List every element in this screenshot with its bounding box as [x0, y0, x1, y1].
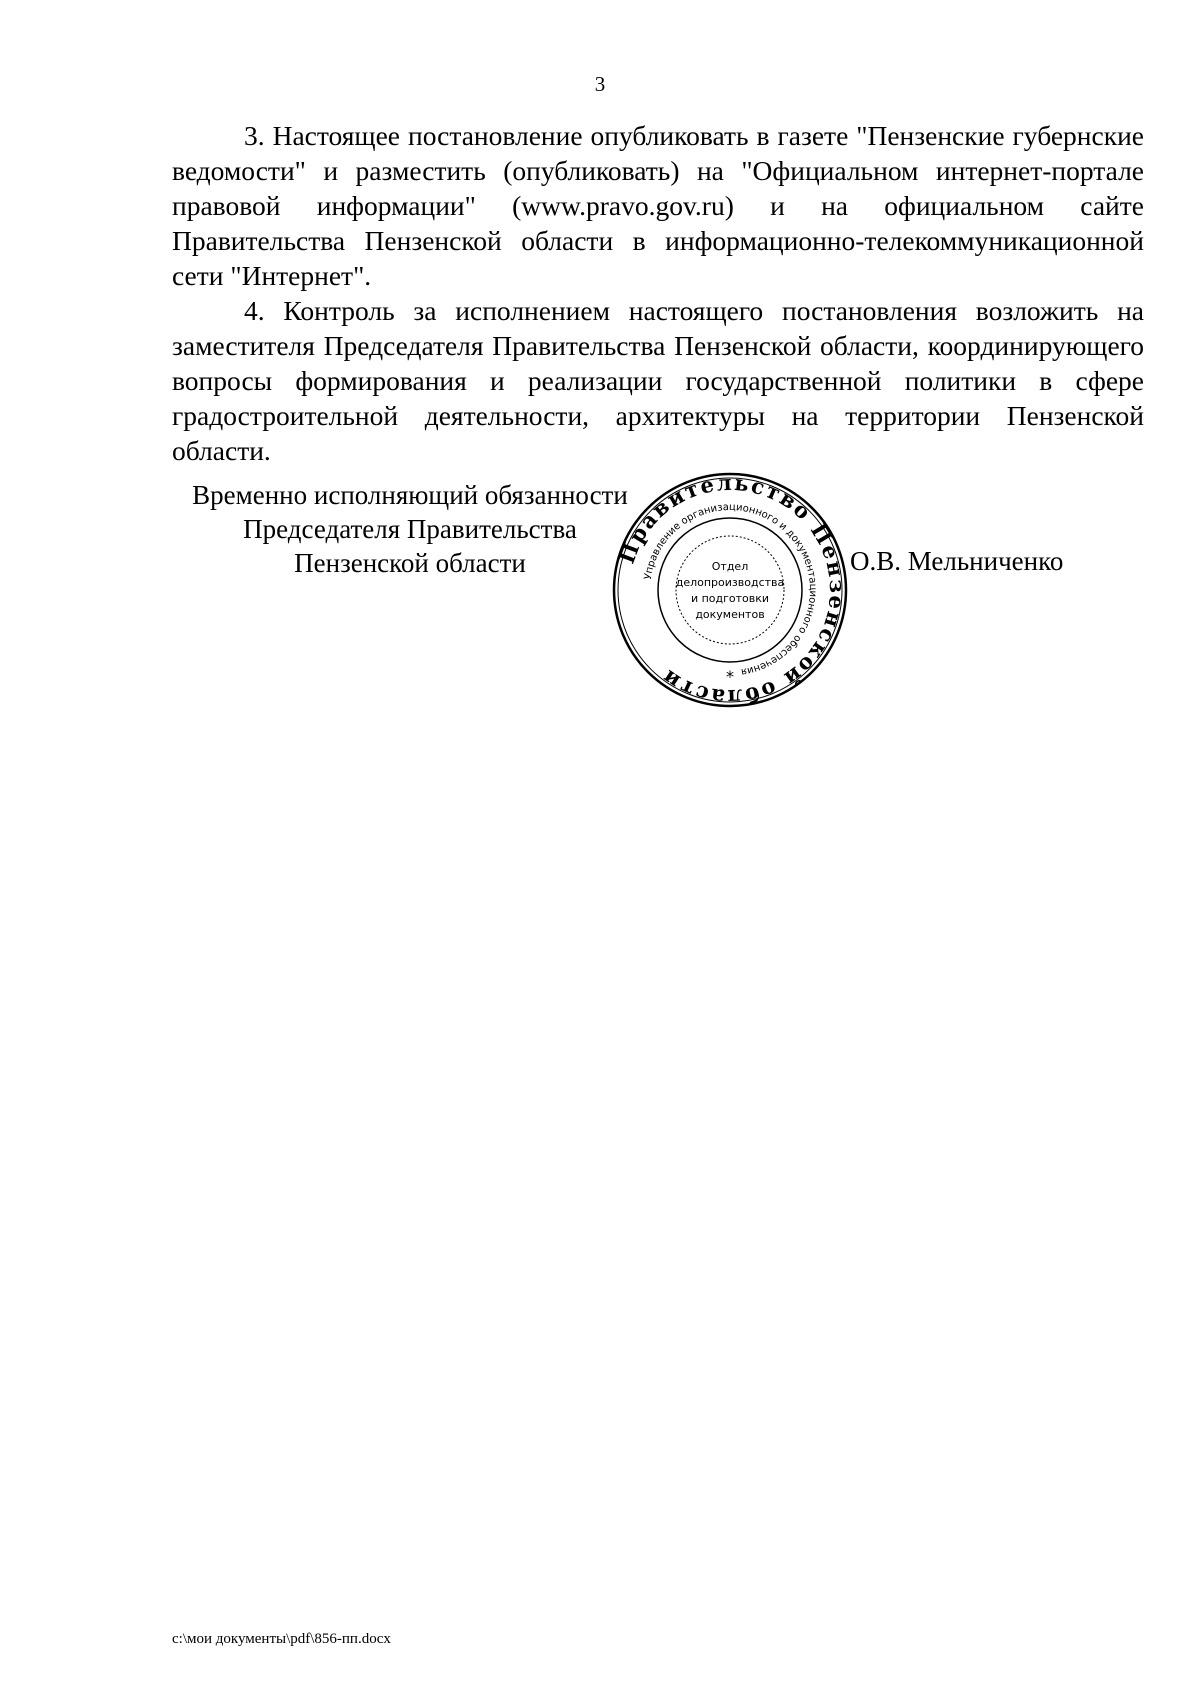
- seal-middle-ring: [658, 518, 802, 662]
- signature-position: [170, 478, 650, 580]
- signer-name: О.В. Мельниченко: [850, 546, 1064, 576]
- position-line: Временно исполняющий обязанности: [192, 480, 628, 510]
- paragraph-control: 4. Контроль за исполнением настоящего постановления возложить на заместителя Председателя Правительства Пензенской области, координирующего вопросы формирования и реализации государственной политики в сфере градостроительной деятельности, архитектуры на территории Пензенской области.: [172, 295, 1144, 466]
- footer-file-path: c:\мои документы\pdf\856-пп.docx: [172, 1631, 391, 1647]
- seal-center-line: Отдел: [711, 560, 749, 573]
- paragraph-publication: 3. Настоящее постановление опубликовать в газете "Пензенские губернские ведомости" и разместить (опубликовать) на "Официальном интернет-портале правовой информации" (www.pravo.gov.ru) и на официальном сайте Правительства Пензенской области в информационно-телекоммуникационной сети "Интернет".: [172, 120, 1144, 291]
- seal-outer-text: Правительство Пензенской области: [613, 470, 850, 710]
- seal-stamp: [610, 470, 850, 710]
- seal-center-line: и подготовки: [690, 592, 770, 605]
- official-seal: [610, 470, 850, 710]
- seal-inner-ring: [676, 536, 784, 644]
- position-line: Пензенской области: [294, 548, 526, 578]
- seal-middle-text: Управление организационного и документационного обеспечения: [642, 501, 819, 678]
- svg-text:Управление организационного и: [643, 502, 818, 677]
- seal-center-line: делопроизводства: [675, 576, 785, 589]
- seal-center-line: документов: [695, 608, 765, 621]
- page-number: 3: [594, 72, 606, 96]
- seal-star-icon: *: [726, 667, 734, 686]
- document-body: [172, 118, 1144, 468]
- position-line: Председателя Правительства: [243, 514, 577, 544]
